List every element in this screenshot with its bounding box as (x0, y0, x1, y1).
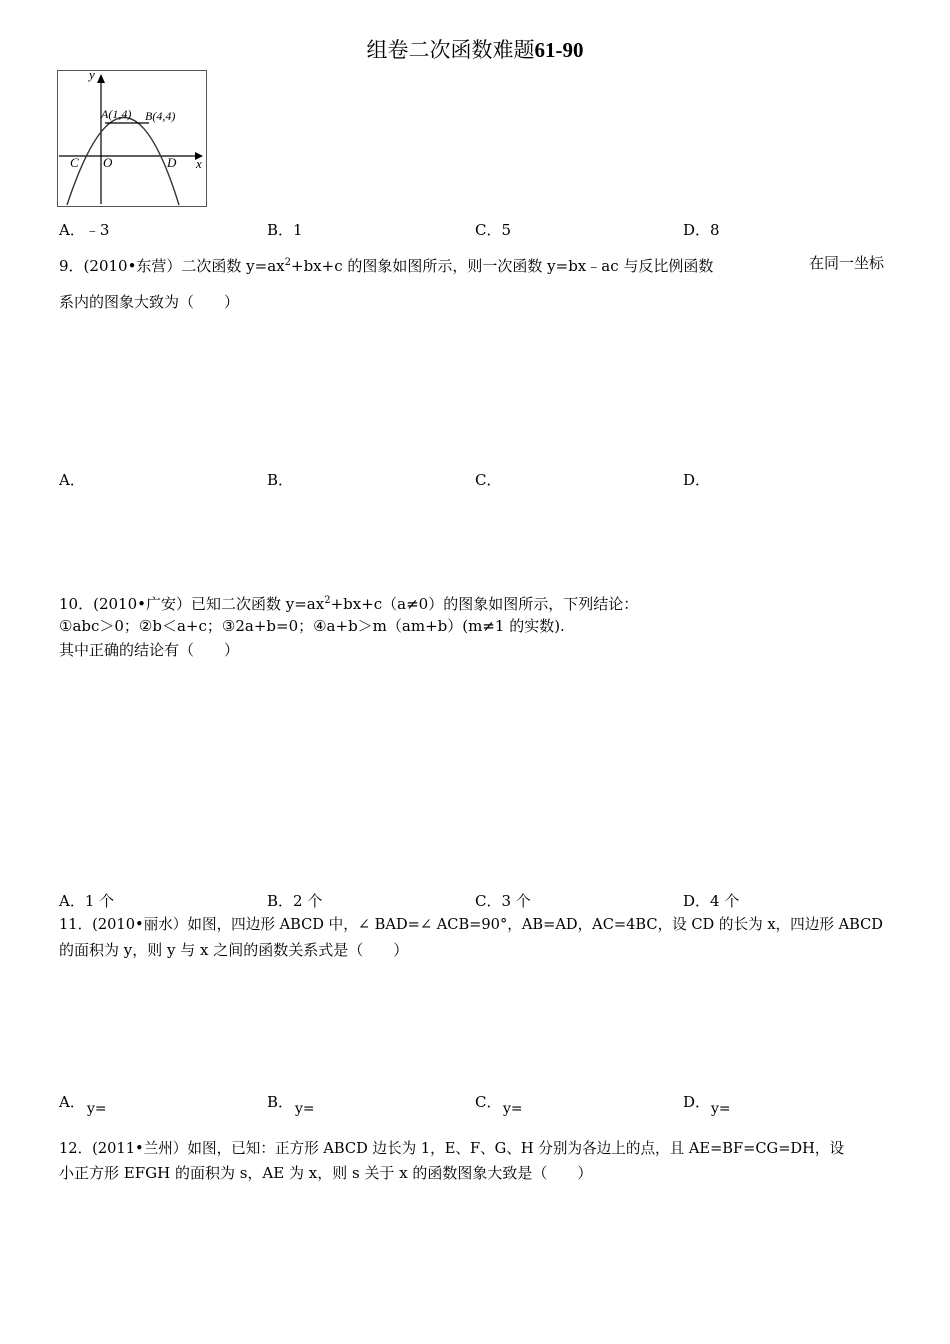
q11-option-b-equation: y= (295, 1101, 315, 1117)
q10-text-b: +bx+c（a≠0）的图象如图所示，下列结论： (330, 595, 639, 613)
q10-superscript: 2 (324, 595, 331, 606)
figure-border (58, 71, 207, 207)
parabola-figure (57, 70, 207, 207)
point-b-label: B(4,4) (145, 109, 176, 123)
q11-option-b: B． (267, 1093, 294, 1111)
q10-line-2: ①abc＞0；②b＜a+c；③2a+b=0；④a+b＞m（am+b）(m≠1 的实数). (59, 617, 565, 635)
q10-line-3: 其中正确的结论有（ ） (59, 641, 240, 659)
q11-option-c-equation: y= (503, 1101, 523, 1117)
q9-line-2: 系内的图象大致为（ ） (59, 293, 240, 311)
point-a-label: A(1,4) (101, 107, 132, 121)
title-range: 61-90 (534, 38, 584, 62)
point-c-label: C (70, 155, 79, 170)
q11-option-a-equation: y= (87, 1101, 107, 1117)
q9-option-d: D． (683, 471, 711, 489)
x-axis-label: x (196, 156, 202, 171)
q9-option-c: C． (475, 471, 502, 489)
q11-line-2: 的面积为 y，则 y 与 x 之间的函数关系式是（ ） (59, 941, 409, 959)
q10-text-a: 10．(2010•广安）已知二次函数 y=ax (59, 595, 325, 613)
q12-line-2: 小正方形 EFGH 的面积为 s，AE 为 x，则 s 关于 x 的函数图象大致是（ ） (59, 1164, 593, 1182)
q11-line-1: 11．(2010•丽水）如图，四边形 ABCD 中，∠ BAD=∠ ACB=90°，AB=AD，AC=4BC，设 CD 的长为 x，四边形 ABCD (59, 916, 883, 933)
q10-option-c: C．3 个 (475, 892, 531, 910)
q11-option-c: C． (475, 1093, 502, 1111)
y-axis-arrow-icon (97, 74, 105, 83)
point-d-label: D (167, 155, 177, 170)
q9-text-a: 9．(2010•东营）二次函数 y=ax (59, 257, 285, 275)
parabola-curve (67, 118, 179, 206)
title-text: 组卷二次函数难题 (366, 38, 535, 62)
origin-label: O (103, 155, 113, 170)
q11-option-a: A． (59, 1093, 85, 1111)
q12-line-1: 12．(2011•兰州）如图，已知：正方形 ABCD 边长为 1，E、F、G、H 分别为各边上的点，且 AE=BF=CG=DH，设 (59, 1140, 845, 1157)
q9-option-b: B． (267, 471, 294, 489)
q11-option-d-equation: y= (711, 1101, 731, 1117)
q10-line-1 (59, 589, 638, 616)
q10-option-a: A．1 个 (59, 892, 115, 910)
q8-option-b: B．1 (267, 221, 303, 239)
y-axis-label: y (89, 70, 95, 82)
q10-option-b: B．2 个 (267, 892, 323, 910)
q8-option-a: A．﹣3 (59, 221, 110, 239)
q10-option-d: D．4 个 (683, 892, 740, 910)
q9-line-1 (59, 251, 713, 278)
q11-option-d: D． (683, 1093, 711, 1111)
q9-superscript: 2 (284, 257, 292, 268)
q9-text-c: 在同一坐标 (809, 254, 885, 272)
q9-text-b: +bx+c 的图象如图所示，则一次函数 y=bx﹣ac 与反比例函数 (291, 257, 714, 275)
q8-option-c: C．5 (475, 221, 512, 239)
q9-option-a: A． (59, 471, 85, 489)
page-title (0, 34, 950, 64)
q8-option-d: D．8 (683, 221, 720, 239)
